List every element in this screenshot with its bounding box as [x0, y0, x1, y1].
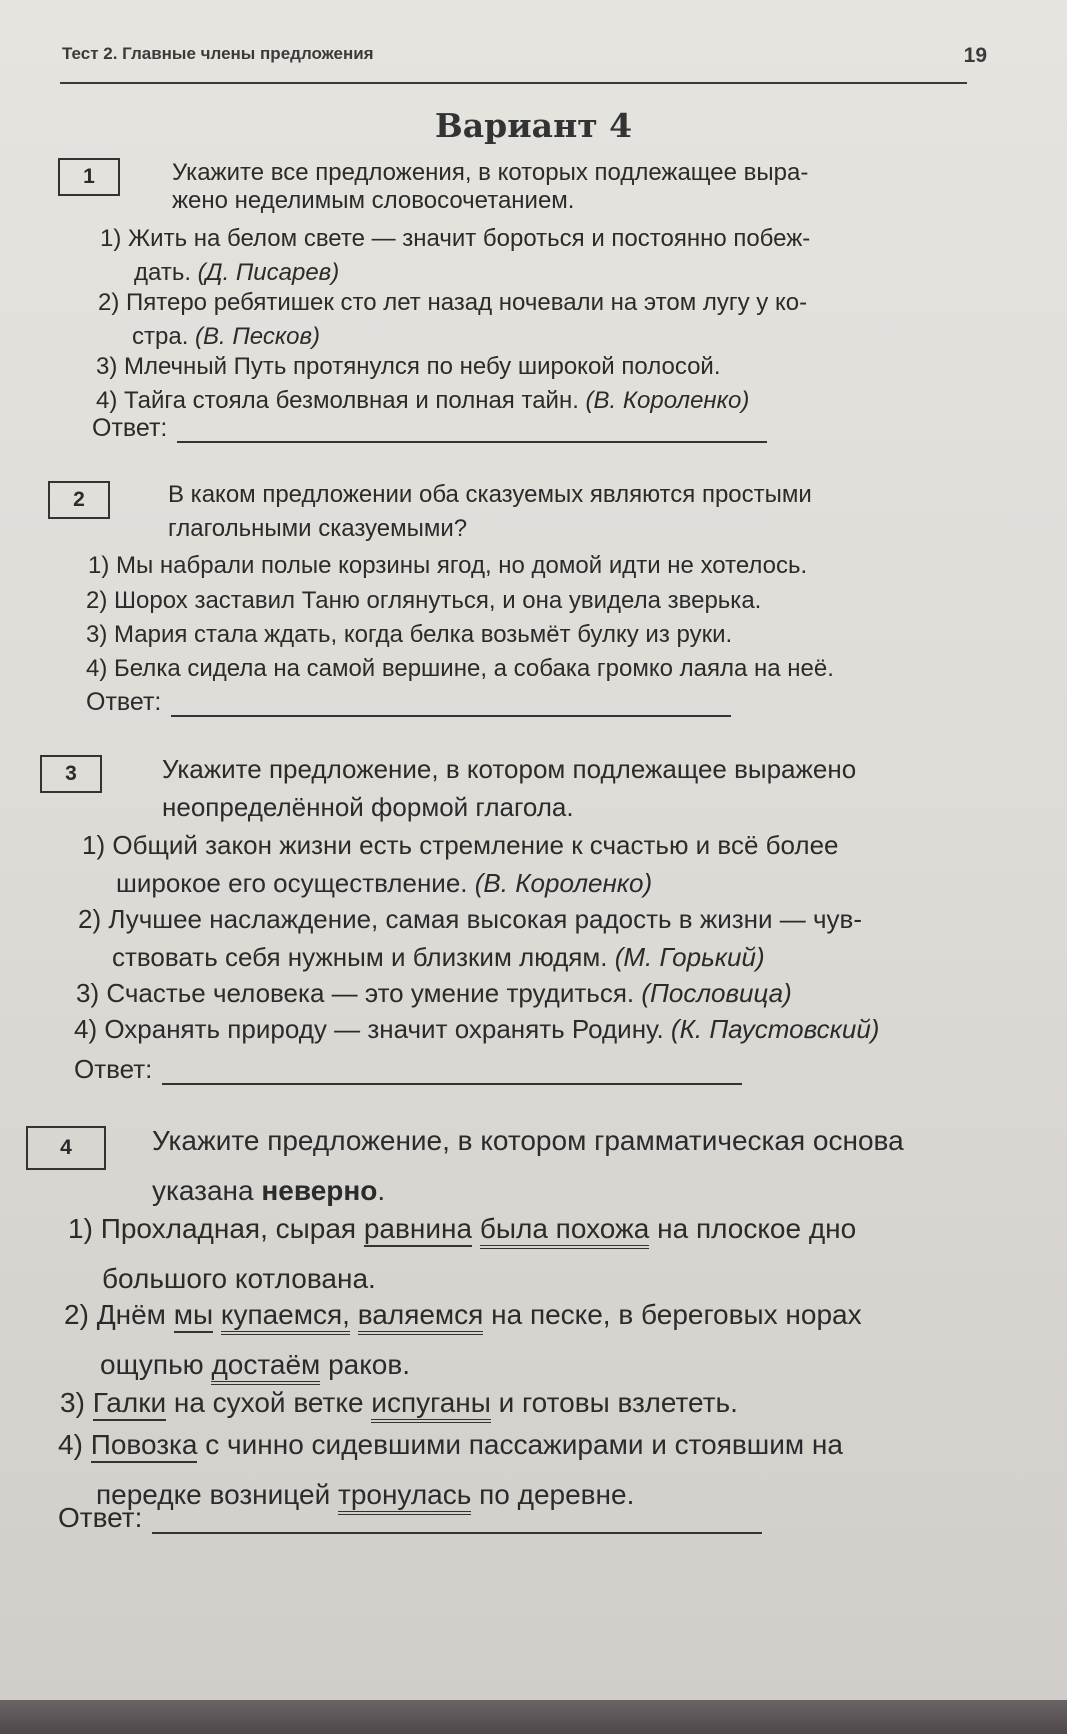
option-text: 3) Мария стала ждать, когда белка возьмёт булку из руки.: [86, 621, 733, 648]
option-2: [86, 584, 761, 618]
option-number: 2): [64, 1299, 89, 1330]
answer-line[interactable]: [177, 419, 767, 443]
subject-underline: Галки: [93, 1387, 166, 1421]
question-line: Укажите предложение, в котором подлежащее выражено: [162, 754, 857, 784]
task-question: [152, 1116, 904, 1216]
option-number: 3): [60, 1387, 85, 1418]
answer-label: Ответ:: [74, 1054, 153, 1084]
question-line: жено неделимым словосочетанием.: [172, 187, 575, 214]
question-line: В каком предложении оба сказуемых являются простыми: [168, 481, 812, 508]
predicate-underline: достаём: [211, 1349, 320, 1385]
option-2: [64, 1290, 862, 1390]
question-line: неопределённой формой глагола.: [162, 792, 574, 822]
subject-underline: мы: [174, 1299, 213, 1333]
task-question: [162, 750, 856, 826]
option-4: [96, 384, 749, 418]
answer-label: Ответ:: [86, 688, 162, 716]
option-text: большого котлована.: [102, 1263, 376, 1294]
predicate-underline: купаемся,: [221, 1299, 350, 1335]
predicate-underline: валяемся: [358, 1299, 484, 1335]
page-number: 19: [963, 44, 987, 67]
option-text: 2) Шорох заставил Таню оглянуться, и она увидела зверька.: [86, 587, 762, 614]
option-text: ствовать себя нужным и близким людям.: [112, 942, 608, 972]
option-text: стра.: [132, 323, 189, 350]
option-text: Днём: [96, 1299, 166, 1330]
answer-field[interactable]: [86, 688, 731, 717]
option-number: 4): [58, 1429, 83, 1460]
question-line: Укажите предложение, в котором грамматическая основа: [152, 1125, 904, 1156]
option-3: [76, 974, 792, 1012]
answer-field[interactable]: [58, 1502, 762, 1534]
option-4: [86, 652, 834, 686]
question-text: указана: [152, 1175, 254, 1206]
option-author: (М. Горький): [614, 942, 765, 972]
option-author: (В. Короленко): [585, 387, 750, 414]
answer-line[interactable]: [171, 693, 731, 717]
answer-line[interactable]: [162, 1061, 742, 1085]
option-text: 1) Жить на белом свете — значит бороться и постоянно побеж-: [100, 225, 811, 252]
option-text: 4) Белка сидела на самой вершине, а собака громко лаяла на неё.: [86, 655, 834, 682]
task-number-box: 2: [48, 481, 110, 519]
task-number-box: 1: [58, 158, 120, 196]
task-question: [172, 156, 808, 218]
option-text: на сухой ветке: [173, 1387, 364, 1418]
option-text: Прохладная, сырая: [100, 1213, 357, 1244]
question-emphasis: неверно: [261, 1175, 378, 1206]
option-1: [88, 549, 807, 583]
answer-line[interactable]: [152, 1510, 762, 1534]
option-number: 1): [68, 1213, 93, 1244]
option-text: 4) Охранять природу — значит охранять Родину.: [74, 1014, 664, 1044]
option-text: на песке, в береговых норах: [491, 1299, 862, 1330]
option-author: (Д. Писарев): [197, 259, 340, 286]
predicate-underline: была похожа: [480, 1213, 650, 1249]
option-3: [96, 350, 721, 384]
option-text: раков.: [328, 1349, 411, 1380]
option-text: передке возницей: [96, 1479, 331, 1510]
option-text: 2) Лучшее наслаждение, самая высокая радость в жизни — чув-: [78, 904, 863, 934]
option-text: 1) Мы набрали полые корзины ягод, но домой идти не хотелось.: [88, 552, 808, 579]
task-question: [168, 478, 812, 546]
option-text: на плоское дно: [657, 1213, 857, 1244]
question-line: Укажите все предложения, в которых подлежащее выра-: [172, 159, 809, 186]
option-text: с чинно сидевшими пассажирами и стоявшим на: [205, 1429, 843, 1460]
running-head: [62, 44, 987, 67]
predicate-underline: тронулась: [338, 1479, 471, 1515]
subject-underline: равнина: [364, 1213, 472, 1247]
option-text: 3) Млечный Путь протянулся по небу широкой полосой.: [96, 353, 721, 380]
option-text: 4) Тайга стояла безмолвная и полная тайн.: [96, 387, 579, 414]
task-number-box: 4: [26, 1126, 106, 1170]
option-author: (В. Песков): [195, 323, 321, 350]
option-text: 1) Общий закон жизни есть стремление к счастью и всё более: [82, 830, 839, 860]
option-3: [86, 618, 732, 652]
option-2: [98, 286, 807, 354]
option-text: и готовы взлететь.: [498, 1387, 738, 1418]
answer-label: Ответ:: [58, 1502, 143, 1533]
answer-label: Ответ:: [92, 414, 168, 442]
task-number-box: 3: [40, 755, 102, 793]
question-text: .: [377, 1175, 386, 1206]
option-1: [100, 222, 810, 290]
option-author: (Пословица): [641, 978, 792, 1008]
question-line: глагольными сказуемыми?: [168, 515, 468, 542]
option-1: [68, 1204, 856, 1304]
predicate-underline: испуганы: [371, 1387, 491, 1423]
option-text: по деревне.: [479, 1479, 635, 1510]
subject-underline: Повозка: [91, 1429, 198, 1463]
header-rule: [60, 82, 967, 84]
answer-field[interactable]: [92, 414, 767, 443]
option-author: (В. Короленко): [474, 868, 653, 898]
option-text: 3) Счастье человека — это умение трудиться.: [76, 978, 635, 1008]
running-head-title: Тест 2. Главные члены предложения: [62, 44, 374, 63]
option-2: [78, 900, 862, 976]
option-author: (К. Паустовский): [670, 1014, 880, 1044]
option-1: [82, 826, 839, 902]
option-text: широкое его осуществление.: [116, 868, 468, 898]
background-surface: [0, 1700, 1067, 1734]
option-text: ощупью: [100, 1349, 204, 1380]
answer-field[interactable]: [74, 1054, 742, 1085]
option-text: 2) Пятеро ребятишек сто лет назад ночевали на этом лугу у ко-: [98, 289, 808, 316]
variant-title: Вариант 4: [434, 106, 633, 145]
option-4: [74, 1010, 879, 1048]
option-text: дать.: [134, 259, 191, 286]
